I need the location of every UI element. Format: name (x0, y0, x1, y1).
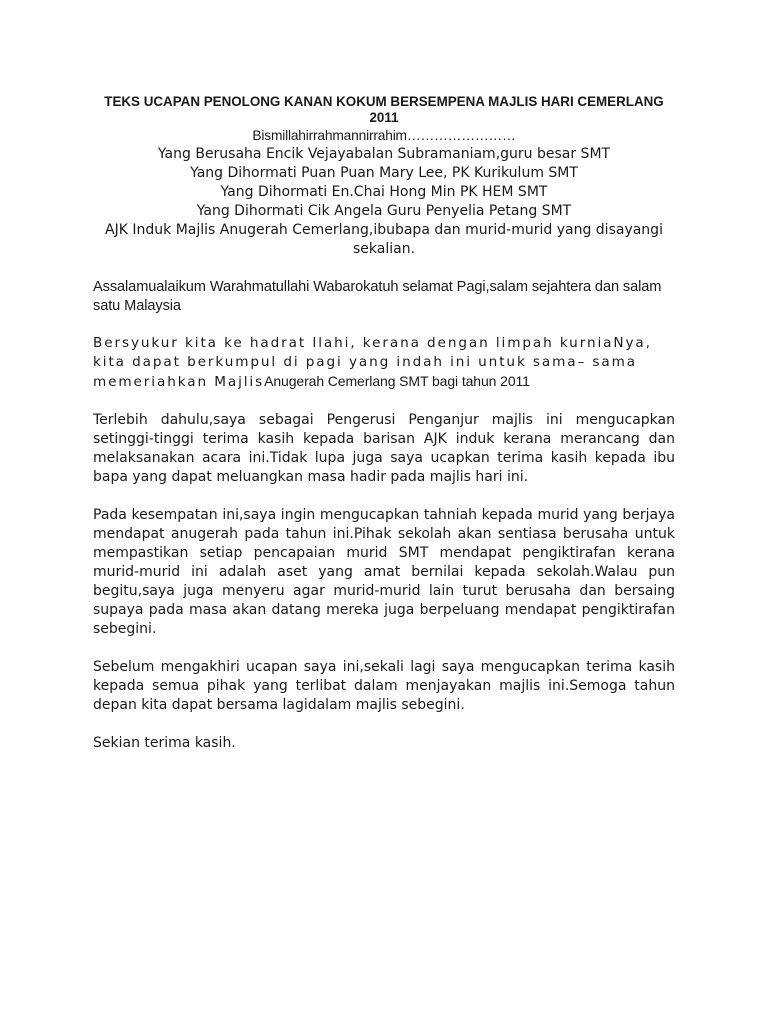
salutation-line: Yang Berusaha Encik Vejayabalan Subramaniam,guru besar SMT (157, 146, 611, 162)
greeting-paragraph: Assalamualaikum Warahmatullahi Wabarokatuh selamat Pagi,salam sejahtera dan salam satu Malaysia (93, 279, 662, 314)
bismillah-line: Bismillahirrahmannirrahim…………………… (252, 128, 516, 143)
salutation-line: Yang Dihormati En.Chai Hong Min PK HEM SMT (220, 184, 548, 200)
gratitude-event-text: Anugerah Cemerlang SMT bagi tahun 2011 (264, 373, 530, 389)
gratitude-paragraph (93, 334, 675, 392)
closing-line: Sekian terima kasih. (93, 735, 236, 751)
salutation-line: Yang Dihormati Puan Puan Mary Lee, PK Kurikulum SMT (190, 165, 578, 181)
salutation-line: Yang Dihormati Cik Angela Guru Penyelia Petang SMT (196, 203, 572, 219)
body-paragraph: Terlebih dahulu,saya sebagai Pengerusi Penganjur majlis ini mengucapkan setinggi-tinggi terima kasih kepada barisan AJK induk kerana merancang dan melaksanakan acara ini.Tidak lupa juga saya ucapkan terima kasih kepada ibu bapa yang dapat meluangkan masa hadir pada majlis hari ini. (93, 412, 675, 485)
gratitude-spaced-text: Bersyukur kita ke hadrat Ilahi, kerana dengan limpah kurniaNya, kita dapat berkumpul di pagi yang indah ini untuk sama– sama memeriahkan Majlis (93, 335, 652, 390)
salutation-list (93, 145, 675, 259)
document-title: TEKS UCAPAN PENOLONG KANAN KOKUM BERSEMPENA MAJLIS HARI CEMERLANG 2011 (104, 94, 664, 125)
document-page (93, 94, 675, 753)
body-paragraph: Pada kesempatan ini,saya ingin mengucapkan tahniah kepada murid yang berjaya mendapat anugerah pada tahun ini.Pihak sekolah akan sentiasa berusaha untuk mempastikan setiap pencapaian murid SMT mendapat pengiktirafan kerana murid-murid ini adalah aset yang amat bernilai kepada sekolah.Walau pun begitu,saya juga menyeru agar murid-murid lain turut berusaha dan bersaing supaya pada masa akan datang mereka juga berpeluang mendapat pengiktirafan sebegini. (93, 507, 675, 637)
salutation-line: AJK Induk Majlis Anugerah Cemerlang,ibubapa dan murid-murid yang disayangi sekalian. (105, 222, 663, 257)
body-paragraph: Sebelum mengakhiri ucapan saya ini,sekali lagi saya mengucapkan terima kasih kepada semua pihak yang terlibat dalam menjayakan majlis ini.Semoga tahun depan kita dapat bersama lagidalam majlis sebegini. (93, 659, 675, 713)
